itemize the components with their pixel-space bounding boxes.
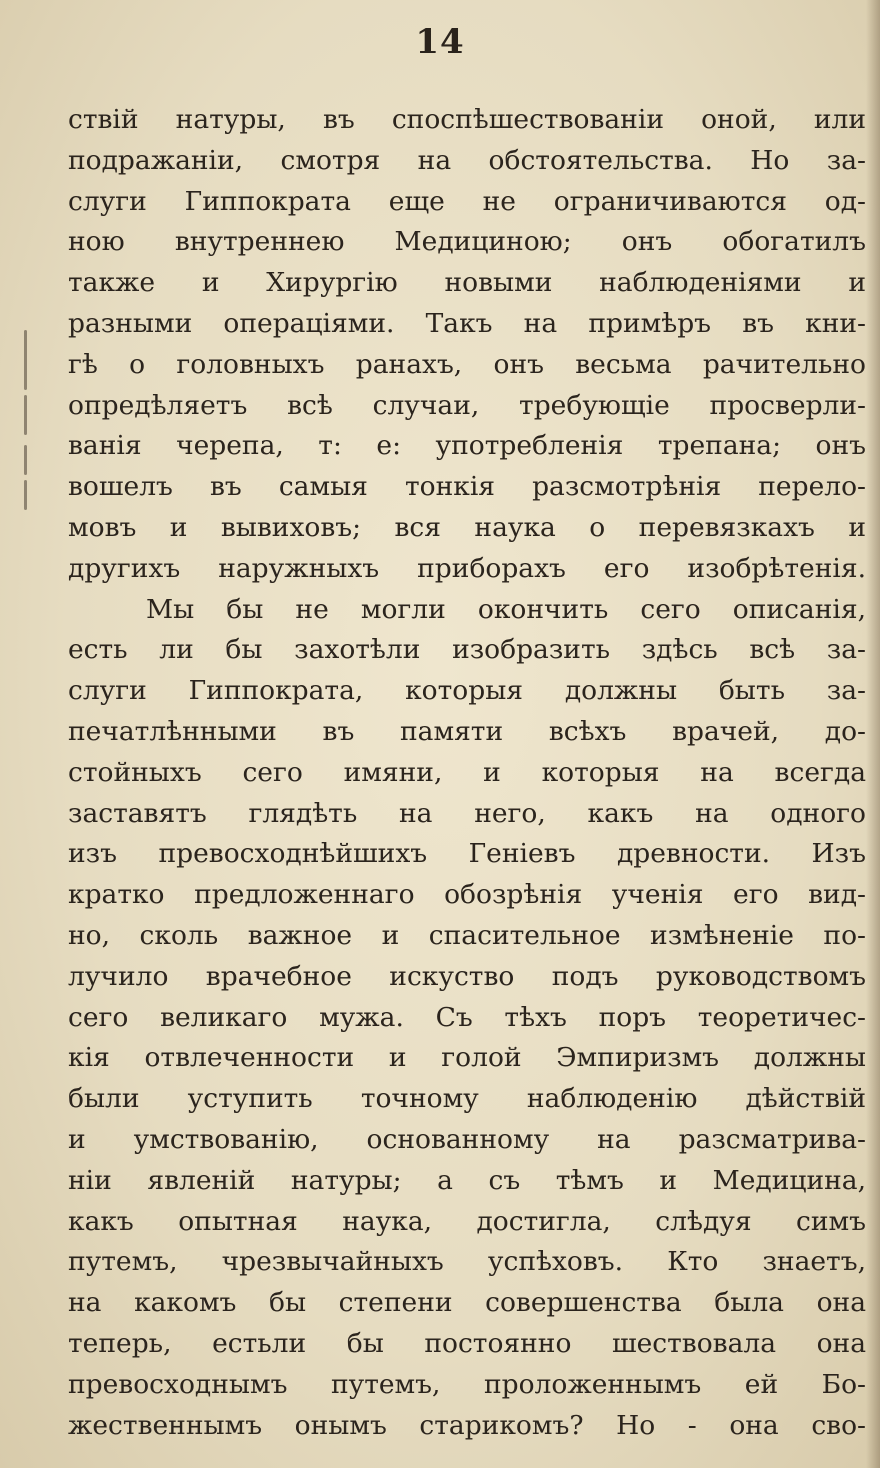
body-text [68, 100, 866, 1446]
text-line: кія отвлеченности и голой Эмпиризмъ должны [68, 1042, 866, 1074]
text-line: печатлѣнными въ памяти всѣхъ врачей, до- [68, 715, 866, 747]
text-line: опредѣляетъ всѣ случаи, требующіе просверли- [68, 389, 866, 421]
text-line-paragraph-start: Мы бы не могли окончить сего описанія, [146, 593, 866, 625]
text-line: подражаніи, смотря на обстоятельства. Но за- [68, 144, 866, 176]
page-edge-shadow [866, 0, 880, 1468]
text-line: кратко предложеннаго обозрѣнія ученія его вид- [68, 879, 866, 911]
text-line: разными операціями. Такъ на примѣръ въ кни- [68, 307, 866, 339]
page-number: 14 [415, 22, 465, 62]
text-line: сего великаго мужа. Съ тѣхъ поръ теоретичес- [68, 1001, 866, 1033]
margin-mark [24, 330, 27, 390]
text-line: есть ли бы захотѣли изобразить здѣсь всѣ за- [68, 634, 866, 666]
text-line: путемъ, чрезвычайныхъ успѣховъ. Кто знаетъ, [68, 1246, 866, 1278]
text-line: превосходнымъ путемъ, проложеннымъ ей Бо- [68, 1368, 866, 1400]
text-line: ванія черепа, т: е: употребленія трепана; онъ [68, 430, 866, 462]
text-line: теперь, естьли бы постоянно шествовала она [68, 1327, 866, 1359]
text-line: вошелъ въ самыя тонкія разсмотрѣнія перело- [68, 471, 866, 503]
text-line: стойныхъ сего имяни, и которыя на всегда [68, 756, 866, 788]
text-line: на какомъ бы степени совершенства была она [68, 1287, 866, 1319]
text-line: слуги Гиппократа, которыя должны быть за- [68, 675, 866, 707]
text-line: ствій натуры, въ споспѣшествованіи оной, или [68, 104, 866, 135]
text-line: какъ опытная наука, достигла, слѣдуя симъ [68, 1205, 866, 1237]
text-line: мовъ и вывиховъ; вся наука о перевязкахъ и [68, 511, 866, 543]
text-line: жественнымъ онымъ старикомъ? Но - она сво- [68, 1409, 866, 1441]
text-line: заставятъ глядѣть на него, какъ на одного [68, 797, 866, 829]
text-line: лучило врачебное искуство подъ руководствомъ [68, 960, 866, 992]
text-line: и умствованію, основанному на разсматрива- [68, 1123, 866, 1155]
margin-mark [24, 445, 27, 475]
margin-mark [24, 480, 27, 510]
text-line: гѣ о головныхъ ранахъ, онъ весьма рачительно [68, 348, 866, 380]
text-line: были уступить точному наблюденію дѣйствій [68, 1083, 866, 1115]
text-line: изъ превосходнѣйшихъ Геніевъ древности. Изъ [68, 838, 866, 870]
text-line: ніи явленій натуры; а съ тѣмъ и Медицина, [68, 1164, 866, 1196]
text-line: другихъ наружныхъ приборахъ его изобрѣтенія. [68, 552, 866, 584]
margin-mark [24, 395, 27, 435]
text-line: но, сколь важное и спасительное измѣненіе по- [68, 919, 866, 951]
text-line: также и Хирургію новыми наблюденіями и [68, 267, 866, 299]
text-line: ною внутреннею Медициною; онъ обогатилъ [68, 226, 866, 258]
text-line: слуги Гиппократа еще не ограничиваются од- [68, 185, 866, 217]
